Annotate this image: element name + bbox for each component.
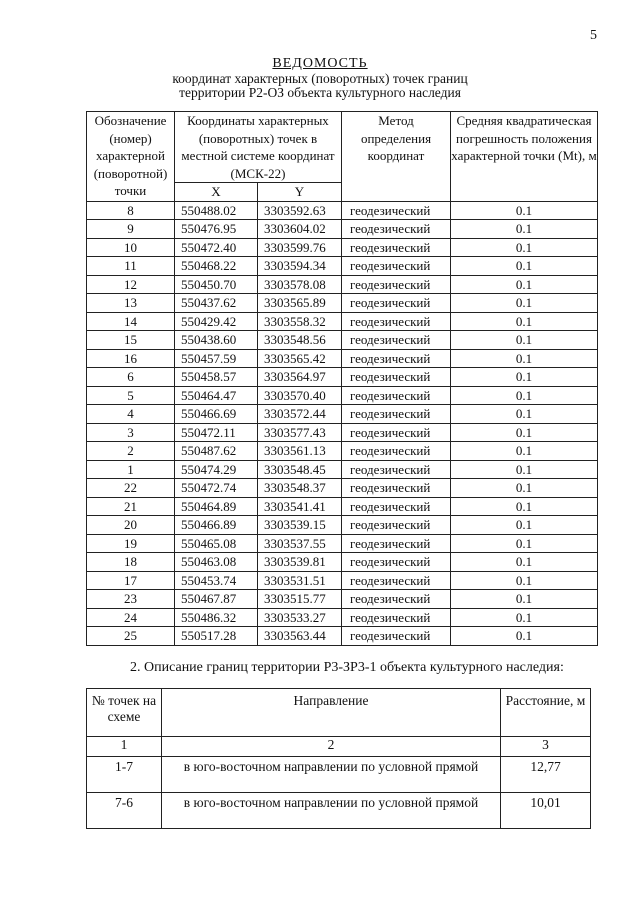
header-points: № точек на схеме [87, 689, 162, 737]
header-error: Средняя квадратическая погрешность положения характерной точки (Mt), м [451, 112, 598, 202]
y-cell: 3303558.32 [258, 312, 342, 331]
header-point: Обозначение (номер) характерной (поворотной) точки [87, 112, 175, 202]
x-cell: 550453.74 [175, 571, 258, 590]
y-cell: 3303564.97 [258, 368, 342, 387]
borders-table [86, 688, 591, 829]
method-cell: геодезический [342, 479, 451, 498]
error-cell: 0.1 [451, 238, 598, 257]
table-row [87, 516, 598, 535]
y-cell: 3303577.43 [258, 423, 342, 442]
point-cell: 24 [87, 608, 175, 627]
points-cell: 7-6 [87, 793, 162, 829]
points-cell: 1-7 [87, 757, 162, 793]
point-cell: 21 [87, 497, 175, 516]
x-cell: 550463.08 [175, 553, 258, 572]
header-x: X [175, 183, 258, 202]
table-row [87, 590, 598, 609]
point-cell: 6 [87, 368, 175, 387]
method-cell: геодезический [342, 442, 451, 461]
point-cell: 14 [87, 312, 175, 331]
point-cell: 20 [87, 516, 175, 535]
x-cell: 550476.95 [175, 220, 258, 239]
y-cell: 3303594.34 [258, 257, 342, 276]
point-cell: 22 [87, 479, 175, 498]
x-cell: 550474.29 [175, 460, 258, 479]
method-cell: геодезический [342, 201, 451, 220]
y-cell: 3303565.42 [258, 349, 342, 368]
x-cell: 550472.74 [175, 479, 258, 498]
point-cell: 16 [87, 349, 175, 368]
method-cell: геодезический [342, 275, 451, 294]
x-cell: 550466.69 [175, 405, 258, 424]
y-cell: 3303563.44 [258, 627, 342, 646]
table-row [87, 460, 598, 479]
method-cell: геодезический [342, 368, 451, 387]
x-cell: 550437.62 [175, 294, 258, 313]
y-cell: 3303592.63 [258, 201, 342, 220]
error-cell: 0.1 [451, 571, 598, 590]
x-cell: 550429.42 [175, 312, 258, 331]
error-cell: 0.1 [451, 201, 598, 220]
error-cell: 0.1 [451, 516, 598, 535]
x-cell: 550488.02 [175, 201, 258, 220]
error-cell: 0.1 [451, 349, 598, 368]
method-cell: геодезический [342, 534, 451, 553]
method-cell: геодезический [342, 294, 451, 313]
method-cell: геодезический [342, 571, 451, 590]
title-line-1: координат характерных (поворотных) точек границ [172, 71, 468, 86]
method-cell: геодезический [342, 627, 451, 646]
x-cell: 550438.60 [175, 331, 258, 350]
y-cell: 3303548.45 [258, 460, 342, 479]
point-cell: 10 [87, 238, 175, 257]
header-method: Метод определения координат [342, 112, 451, 202]
error-cell: 0.1 [451, 220, 598, 239]
x-cell: 550457.59 [175, 349, 258, 368]
x-cell: 550465.08 [175, 534, 258, 553]
table-row [87, 627, 598, 646]
x-cell: 550468.22 [175, 257, 258, 276]
y-cell: 3303537.55 [258, 534, 342, 553]
title-line-2: территории Р2-ОЗ объекта культурного наследия [179, 85, 461, 100]
point-cell: 11 [87, 257, 175, 276]
table-row [87, 368, 598, 387]
x-cell: 550487.62 [175, 442, 258, 461]
method-cell: геодезический [342, 331, 451, 350]
y-cell: 3303539.81 [258, 553, 342, 572]
method-cell: геодезический [342, 497, 451, 516]
point-cell: 2 [87, 442, 175, 461]
method-cell: геодезический [342, 386, 451, 405]
direction-cell: в юго-восточном направлении по условной прямой [162, 757, 501, 793]
index-cell: 2 [162, 737, 501, 757]
method-cell: геодезический [342, 590, 451, 609]
point-cell: 17 [87, 571, 175, 590]
point-cell: 4 [87, 405, 175, 424]
index-cell: 1 [87, 737, 162, 757]
y-cell: 3303578.08 [258, 275, 342, 294]
error-cell: 0.1 [451, 423, 598, 442]
table-row [87, 534, 598, 553]
title-main: ВЕДОМОСТЬ [272, 56, 368, 71]
error-cell: 0.1 [451, 553, 598, 572]
table-row [87, 257, 598, 276]
x-cell: 550486.32 [175, 608, 258, 627]
table-row [87, 793, 591, 829]
page-number: 5 [590, 28, 597, 43]
x-cell: 550517.28 [175, 627, 258, 646]
point-cell: 25 [87, 627, 175, 646]
x-cell: 550458.57 [175, 368, 258, 387]
x-cell: 550450.70 [175, 275, 258, 294]
error-cell: 0.1 [451, 405, 598, 424]
x-cell: 550466.89 [175, 516, 258, 535]
y-cell: 3303604.02 [258, 220, 342, 239]
point-cell: 9 [87, 220, 175, 239]
error-cell: 0.1 [451, 479, 598, 498]
y-cell: 3303570.40 [258, 386, 342, 405]
error-cell: 0.1 [451, 460, 598, 479]
coordinates-table [86, 111, 598, 646]
y-cell: 3303541.41 [258, 497, 342, 516]
distance-cell: 10,01 [501, 793, 591, 829]
table-row [87, 220, 598, 239]
error-cell: 0.1 [451, 534, 598, 553]
method-cell: геодезический [342, 423, 451, 442]
y-cell: 3303515.77 [258, 590, 342, 609]
error-cell: 0.1 [451, 257, 598, 276]
point-cell: 5 [87, 386, 175, 405]
document-title [0, 56, 640, 100]
y-cell: 3303548.37 [258, 479, 342, 498]
table-row [87, 497, 598, 516]
table-row [87, 442, 598, 461]
point-cell: 13 [87, 294, 175, 313]
point-cell: 8 [87, 201, 175, 220]
table-row [87, 757, 591, 793]
x-cell: 550472.40 [175, 238, 258, 257]
header-direction: Направление [162, 689, 501, 737]
table-row [87, 553, 598, 572]
table-row [87, 294, 598, 313]
method-cell: геодезический [342, 257, 451, 276]
table-row [87, 312, 598, 331]
point-cell: 15 [87, 331, 175, 350]
table-row [87, 331, 598, 350]
y-cell: 3303539.15 [258, 516, 342, 535]
method-cell: геодезический [342, 312, 451, 331]
y-cell: 3303599.76 [258, 238, 342, 257]
x-cell: 550472.11 [175, 423, 258, 442]
table-row [87, 608, 598, 627]
error-cell: 0.1 [451, 275, 598, 294]
y-cell: 3303531.51 [258, 571, 342, 590]
x-cell: 550467.87 [175, 590, 258, 609]
table-row [87, 571, 598, 590]
table-row [87, 479, 598, 498]
point-cell: 1 [87, 460, 175, 479]
table-row [87, 405, 598, 424]
point-cell: 23 [87, 590, 175, 609]
error-cell: 0.1 [451, 497, 598, 516]
y-cell: 3303565.89 [258, 294, 342, 313]
header-coordinates: Координаты характерных (поворотных) точек в местной системе координат (МСК-22) [175, 112, 342, 183]
x-cell: 550464.47 [175, 386, 258, 405]
method-cell: геодезический [342, 238, 451, 257]
error-cell: 0.1 [451, 294, 598, 313]
error-cell: 0.1 [451, 590, 598, 609]
distance-cell: 12,77 [501, 757, 591, 793]
table-row [87, 275, 598, 294]
method-cell: геодезический [342, 516, 451, 535]
section-2-heading: 2. Описание границ территории Р3-ЗР3-1 объекта культурного наследия: [130, 660, 564, 675]
index-cell: 3 [501, 737, 591, 757]
point-cell: 3 [87, 423, 175, 442]
header-distance: Расстояние, м [501, 689, 591, 737]
error-cell: 0.1 [451, 608, 598, 627]
y-cell: 3303533.27 [258, 608, 342, 627]
error-cell: 0.1 [451, 386, 598, 405]
error-cell: 0.1 [451, 627, 598, 646]
y-cell: 3303548.56 [258, 331, 342, 350]
x-cell: 550464.89 [175, 497, 258, 516]
direction-cell: в юго-восточном направлении по условной прямой [162, 793, 501, 829]
error-cell: 0.1 [451, 442, 598, 461]
y-cell: 3303572.44 [258, 405, 342, 424]
table-row [87, 238, 598, 257]
method-cell: геодезический [342, 553, 451, 572]
table-row [87, 386, 598, 405]
method-cell: геодезический [342, 460, 451, 479]
error-cell: 0.1 [451, 312, 598, 331]
method-cell: геодезический [342, 349, 451, 368]
point-cell: 12 [87, 275, 175, 294]
method-cell: геодезический [342, 220, 451, 239]
table-row [87, 423, 598, 442]
y-cell: 3303561.13 [258, 442, 342, 461]
point-cell: 18 [87, 553, 175, 572]
error-cell: 0.1 [451, 331, 598, 350]
table-row [87, 349, 598, 368]
table-row [87, 201, 598, 220]
method-cell: геодезический [342, 608, 451, 627]
error-cell: 0.1 [451, 368, 598, 387]
header-y: Y [258, 183, 342, 202]
method-cell: геодезический [342, 405, 451, 424]
point-cell: 19 [87, 534, 175, 553]
